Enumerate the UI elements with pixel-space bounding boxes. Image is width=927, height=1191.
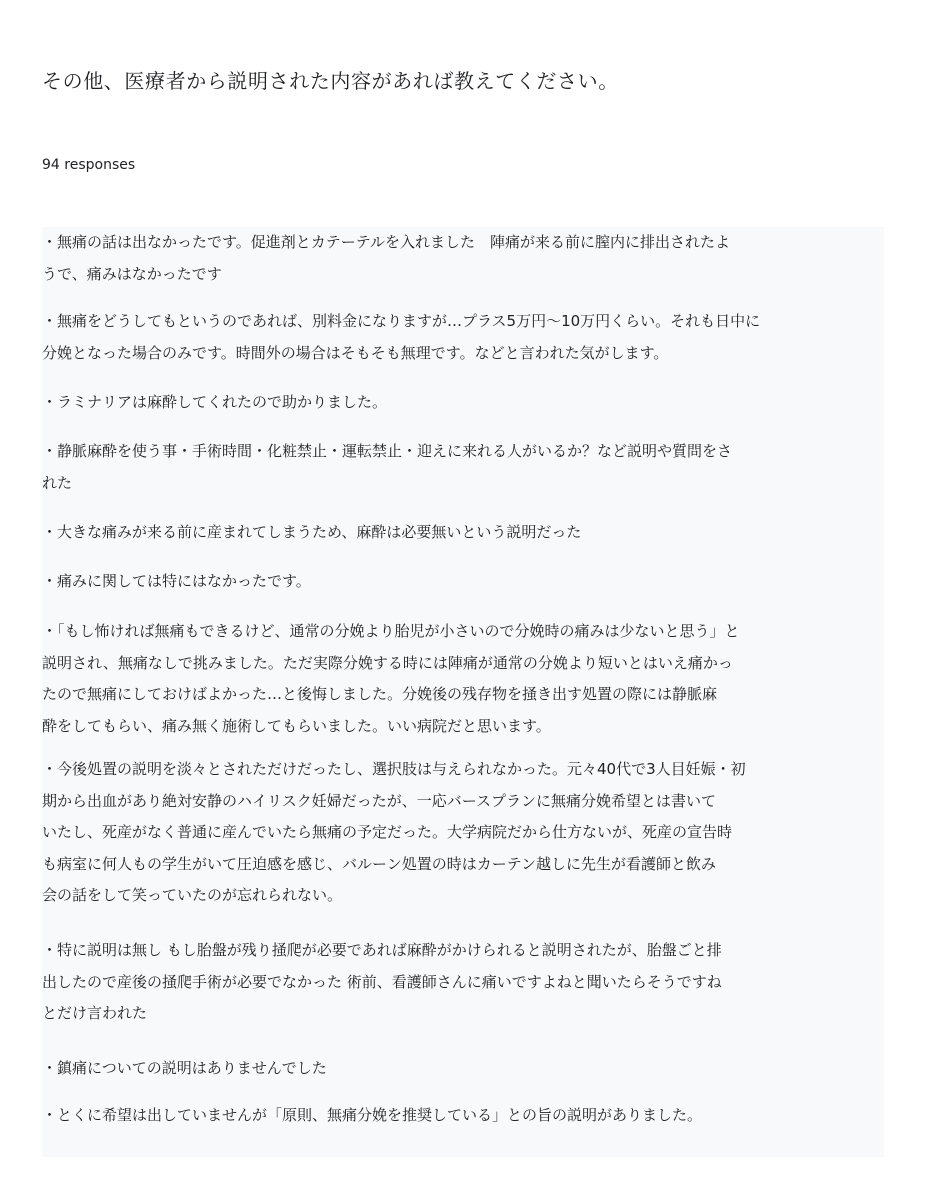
response-item: ・今後処置の説明を淡々とされただけだったし、選択肢は与えられなかった。元々40代で3人目妊娠・初 期から出血があり絶対安静のハイリスク妊婦だったが、一応バースプランに無痛分娩希望とは書いて いたし、死産がなく普通に産んでいたら無痛の予定だった。大学病院だから仕方ないが、死産の宣告時 も病室に何人もの学生がいて圧迫感を感じ、バルーン処置の時はカーテン越しに先生が看護師と飲み 会の話をして笑っていたのが忘れられない。: [42, 760, 746, 904]
response-item: ・鎮痛についての説明はありませんでした: [42, 1059, 327, 1077]
response-item: ・とくに希望は出していませんが「原則、無痛分娩を推奨している」との旨の説明がありました。: [42, 1106, 703, 1124]
response-item: ・無痛をどうしてもというのであれば、別料金になりますが…プラス5万円〜10万円くらい。それも日中に 分娩となった場合のみです。時間外の場合はそもそも無理です。などと言われた気がします。: [42, 312, 761, 362]
response-list: [42, 227, 884, 1157]
response-count: 94 responses: [42, 157, 136, 173]
response-item: ・特に説明は無し もし胎盤が残り掻爬が必要であれば麻酔がかけられると説明されたが、胎盤ごと排 出したので産後の掻爬手術が必要でなかった 術前、看護師さんに痛いですよねと聞いたらそうですね とだけ言われた: [42, 941, 722, 1022]
response-item: ・「もし怖ければ無痛もできるけど、通常の分娩より胎児が小さいので分娩時の痛みは少ないと思う」と 説明され、無痛なしで挑みました。ただ実際分娩する時には陣痛が通常の分娩より短いとはいえ痛かっ たので無痛にしておけばよかった…と後悔しました。分娩後の残存物を掻き出す処置の際には静脈麻 酔をしてもらい、痛み無く施術してもらいました。いい病院だと思います。: [42, 622, 740, 735]
question-title: その他、医療者から説明された内容があれば教えてください。: [42, 69, 619, 93]
response-item: ・痛みに関しては特にはなかったです。: [42, 572, 311, 590]
response-item: ・静脈麻酔を使う事・手術時間・化粧禁止・運転禁止・迎えに来れる人がいるか？など説明や質問をさ れた: [42, 442, 733, 492]
response-item: ・ラミナリアは麻酔してくれたので助かりました。: [42, 393, 388, 411]
response-item: ・無痛の話は出なかったです。促進剤とカテーテルを入れました 陣痛が来る前に膣内に排出されたよ うで、痛みはなかったです: [42, 233, 731, 283]
response-item: ・大きな痛みが来る前に産まれてしまうため、麻酔は必要無いという説明だった: [42, 523, 582, 541]
